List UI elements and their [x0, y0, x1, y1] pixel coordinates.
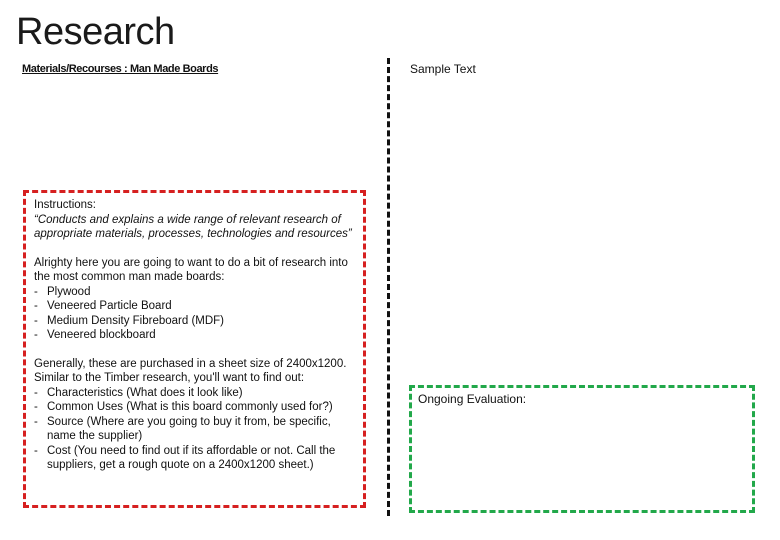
section-subtitle: Materials/Recourses : Man Made Boards — [22, 63, 219, 75]
find-out-line: Similar to the Timber research, you'll want to find out: — [34, 372, 305, 384]
list-item: - Medium Density Fibreboard (MDF) — [34, 314, 355, 329]
list-item: - Veneered blockboard — [34, 328, 355, 343]
evaluation-box[interactable] — [409, 385, 755, 513]
instructions-quote: “Conducts and explains a wide range of relevant research of appropriate materials, processes, technologies and resources” — [34, 213, 352, 240]
column-divider — [387, 58, 390, 516]
list-item: - Plywood — [34, 285, 355, 300]
instructions-box — [23, 190, 366, 508]
list-item: - Characteristics (What does it look like) — [34, 386, 355, 401]
boards-block — [34, 256, 355, 343]
evaluation-label: Ongoing Evaluation: — [418, 392, 527, 406]
boards-list — [34, 285, 355, 343]
list-item: - Common Uses (What is this board commonly used for?) — [34, 400, 355, 415]
list-item: - Cost (You need to find out if its affordable or not. Call the suppliers, get a rough quote on a 2400x1200 sheet.) — [34, 444, 355, 473]
page-title: Research — [16, 11, 175, 53]
instructions-heading: Instructions: — [34, 199, 96, 211]
list-item: - Veneered Particle Board — [34, 299, 355, 314]
boards-intro: Alrighty here you are going to want to do a bit of research into the most common man made boards: — [34, 256, 348, 283]
sheet-size-line: Generally, these are purchased in a sheet size of 2400x1200. — [34, 357, 347, 370]
research-block — [34, 357, 355, 473]
research-points-list — [34, 386, 355, 473]
list-item: - Source (Where are you going to buy it from, be specific, name the supplier) — [34, 415, 355, 444]
sample-text: Sample Text — [410, 62, 476, 76]
